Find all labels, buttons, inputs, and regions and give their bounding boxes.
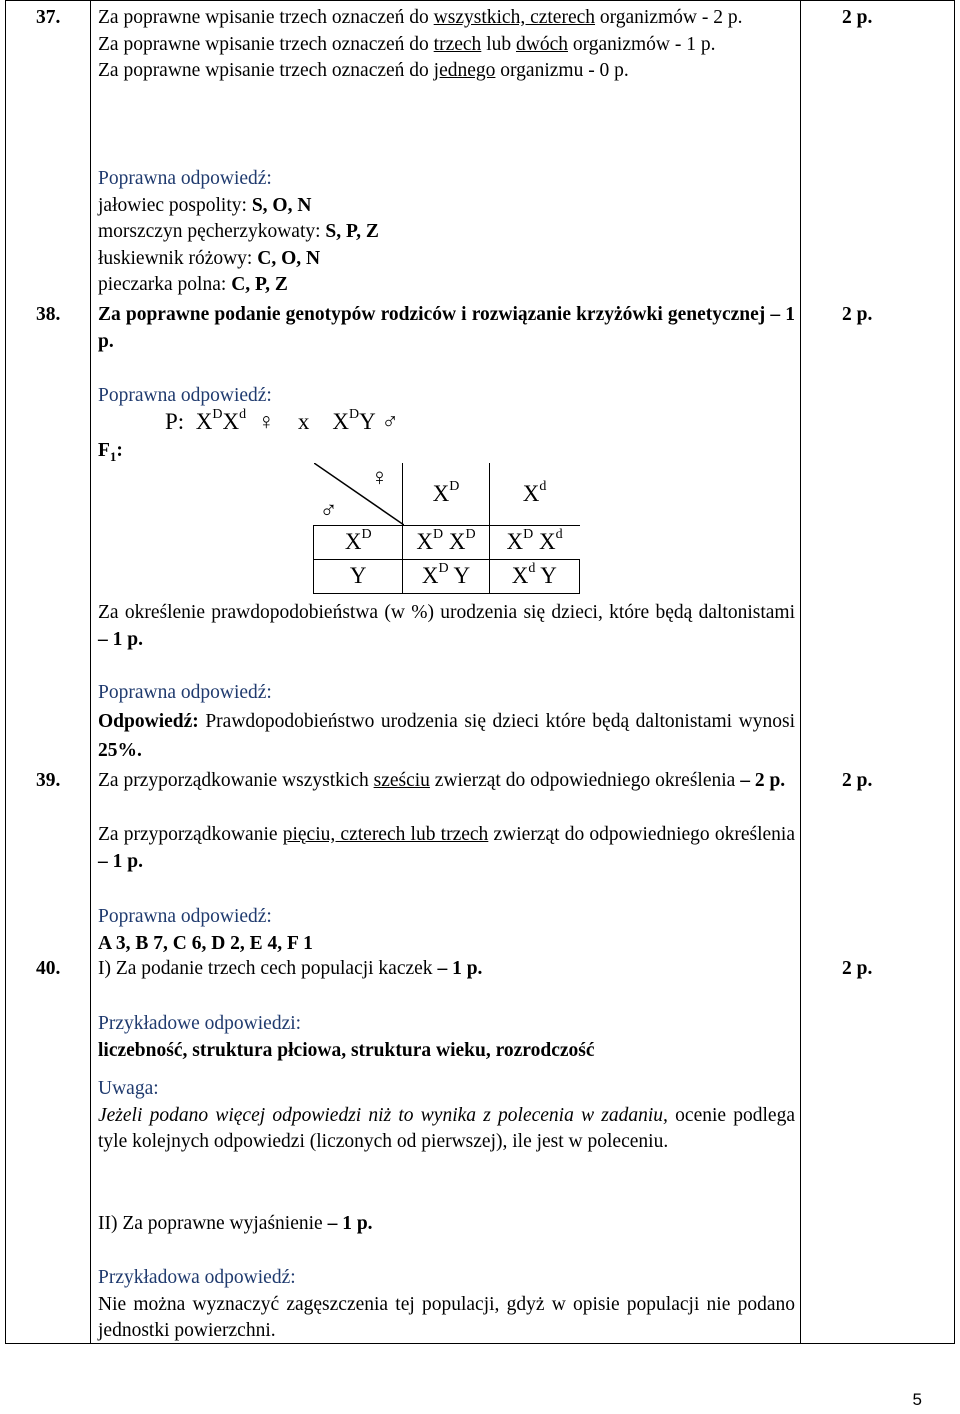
punnett-cell: $X^D$ $X^d$	[489, 525, 579, 559]
cross-parents: P: $X^DX^d$ ♀ x $X^DY$ ♂	[165, 407, 399, 434]
q37-answer	[98, 166, 795, 299]
answer-label: Poprawna odpowiedź:	[98, 168, 272, 189]
criterion-2: Za poprawne wpisanie trzech oznaczeń do trzech lub dwóch organizmów - 1 p.	[98, 33, 716, 55]
note-label: Uwaga:	[98, 1078, 159, 1099]
punnett-cell: $X^d$ Y	[489, 559, 579, 593]
answer-label: Poprawna odpowiedź:	[98, 906, 272, 927]
question-number: 38.	[36, 304, 61, 325]
punnett-cell: $X^D$ $X^D$	[403, 525, 489, 559]
examples-value: liczebność, struktura płciowa, struktura wieku, rozrodczość	[98, 1039, 595, 1061]
question-points: 2 p.	[842, 7, 873, 28]
question-points: 2 p.	[842, 770, 873, 791]
question-number: 37.	[36, 7, 61, 28]
q38-answer-label: Poprawna odpowiedź:	[98, 385, 272, 406]
punnett-cell: $X^D$ Y	[403, 559, 489, 593]
page-number: 5	[912, 1390, 922, 1409]
answer-row: jałowiec pospolity: S, O, N	[98, 194, 312, 216]
punnett-corner	[314, 463, 403, 525]
row-header: Y	[314, 559, 403, 593]
q38-answer-label-2: Poprawna odpowiedź:	[98, 682, 272, 703]
answer-row: morszczyn pęcherzykowaty: S, P, Z	[98, 221, 379, 242]
answer-row: pieczarka polna: C, P, Z	[98, 274, 288, 295]
column-header: $X^D$	[403, 463, 489, 525]
example-label: Przykładowa odpowiedź:	[98, 1267, 296, 1288]
q40-part-1: I) Za podanie trzech cech populacji kaczek – 1 p.	[98, 958, 483, 979]
q40-examples	[98, 1011, 795, 1064]
male-symbol: ♂	[319, 497, 338, 524]
question-number: 39.	[36, 770, 61, 791]
q39-criterion-1: Za przyporządkowanie wszystkich sześciu zwierząt do odpowiedniego określenia – 2 p.	[98, 770, 786, 791]
q38-answer: Odpowiedź: Prawdopodobieństwo urodzenia się dzieci które będą daltonistami wynosi 25%.	[98, 711, 795, 761]
q38-criterion-2: Za określenie prawdopodobieństwa (w %) urodzenia się dzieci, które będą daltonistami – 1 p.	[98, 602, 795, 650]
answer-value: A 3, B 7, C 6, D 2, E 4, F 1	[98, 932, 313, 954]
male-symbol: ♂	[381, 409, 399, 434]
q39-criterion-2: Za przyporządkowanie pięciu, czterech lub trzech zwierząt do odpowiedniego określenia – 1 p.	[98, 824, 795, 872]
female-symbol: ♀	[257, 409, 275, 434]
answer-row: łuskiewnik różowy: C, O, N	[98, 247, 321, 269]
question-points: 2 p.	[842, 304, 873, 325]
column-header: $X^d$	[489, 463, 579, 525]
female-symbol: ♀	[370, 465, 389, 491]
examples-label: Przykładowe odpowiedzi:	[98, 1013, 302, 1034]
row-header: $X^D$	[314, 525, 403, 559]
q38-criterion-1: Za poprawne podanie genotypów rodziców i rozwiązanie krzyżówki genetycznej – 1 p.	[98, 304, 795, 352]
q39-answer	[98, 904, 795, 957]
q40-example	[98, 1265, 795, 1345]
question-points: 2 p.	[842, 958, 873, 979]
punnett-square	[313, 463, 580, 594]
example-text: Nie można wyznaczyć zagęszczenia tej populacji, gdyż w opisie populacji nie podano jednostki powierzchni.	[98, 1293, 795, 1341]
q40-part-2: II) Za poprawne wyjaśnienie – 1 p.	[98, 1213, 373, 1234]
f1-label: $F_1$:	[98, 440, 123, 464]
question-number: 40.	[36, 958, 61, 979]
q37-criteria	[98, 5, 795, 85]
note-text: Jeżeli podano więcej odpowiedzi niż to wynika z polecenia w zadaniu, ocenie podlega tyle kolejnych odpowiedzi (liczonych od pierwszej), ile jest w poleceniu.	[98, 1104, 795, 1152]
criterion-3: Za poprawne wpisanie trzech oznaczeń do jednego organizmu - 0 p.	[98, 60, 629, 81]
criterion-1: Za poprawne wpisanie trzech oznaczeń do wszystkich, czterech organizmów - 2 p.	[98, 7, 743, 28]
q40-note	[98, 1076, 795, 1156]
